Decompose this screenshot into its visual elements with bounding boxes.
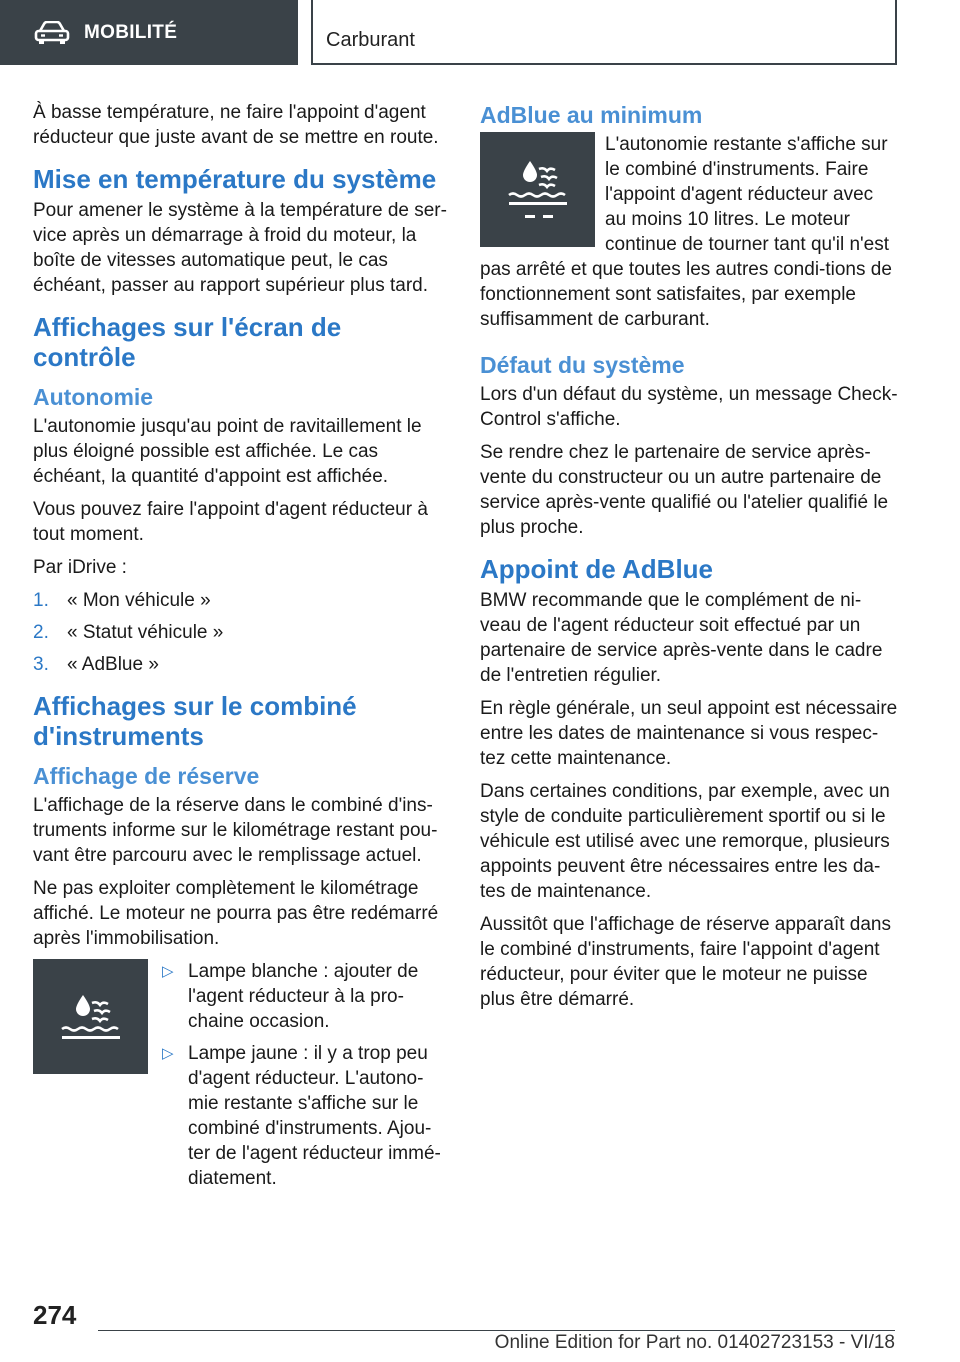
heading-mise-en-temperature: Mise en température du système [33, 164, 437, 194]
idrive-steps [33, 588, 447, 677]
step-number: 2. [33, 622, 49, 643]
paragraph-appoint-1: BMW recommande que le complément de ni-veau de l'agent réducteur soit effectué par un partenaire de service après-vente dans le cadre de l'entretien régulier. [480, 590, 883, 686]
adblue-warning-icon [33, 959, 148, 1074]
paragraph-idrive: Par iDrive : [33, 557, 127, 578]
car-icon [34, 21, 70, 45]
heading-adblue-minimum: AdBlue au minimum [480, 102, 703, 128]
right-column [480, 100, 898, 1020]
chapter-tab [311, 0, 897, 65]
heading-affichages-ecran: Affichages sur l'écran de contrôle [33, 312, 342, 372]
paragraph-defaut-1: Lors d'un défaut du système, un message Check-Control s'affiche. [480, 384, 898, 430]
step-item [33, 588, 447, 613]
paragraph-mise: Pour amener le système à la température de ser-vice après un démarrage à froid du moteur, la boîte de vitesses automatique peut, le cas échéant, passer au rapport supérieur plus tard. [33, 200, 447, 296]
edition-note: Online Edition for Part no. 01402723153 - VI/18 [494, 1332, 895, 1353]
intro-paragraph: À basse température, ne faire l'appoint d'agent réducteur que juste avant de se mettre en route. [33, 102, 439, 148]
paragraph-defaut-2: Se rendre chez le partenaire de service après-vente du constructeur ou un autre partenaire de service après-vente qualifié ou l'atelier qualifié le plus proche. [480, 442, 889, 538]
left-column [33, 100, 447, 1198]
step-number: 3. [33, 654, 49, 675]
list-item [162, 959, 447, 1034]
list-item-text: Lampe blanche : ajouter de l'agent réducteur à la pro-chaine occasion. [188, 961, 419, 1032]
adblue-minimum-icon [480, 132, 595, 247]
step-item [33, 620, 447, 645]
reserve-lamp-list [162, 959, 447, 1198]
paragraph-minimum: L'autonomie restante s'affiche sur le combiné d'instruments. Faire l'appoint d'agent réducteur avec au moins 10 litres. Le moteur continue de tourner tant qu'il n'est pas arrêté et que toutes les autres condi-tions de fonctionnement sont satisfaites, par exemple suffisamment de carburant. [480, 134, 892, 330]
chapter-label: Carburant [326, 29, 415, 51]
step-text: « AdBlue » [67, 654, 159, 675]
step-text: « Statut véhicule » [67, 622, 224, 643]
list-item [162, 1041, 447, 1191]
heading-defaut-systeme: Défaut du système [480, 352, 685, 378]
paragraph-autonomie-1: L'autonomie jusqu'au point de ravitaillement le plus éloigné possible est affichée. Le cas échéant, la quantité d'appoint est affichée. [33, 416, 422, 487]
page-number: 274 [33, 1300, 77, 1330]
triangle-bullet-icon: ▷ [162, 963, 174, 980]
reserve-figure [33, 959, 447, 1198]
paragraph-reserve-1: L'affichage de la réserve dans le combiné d'ins-truments informe sur le kilométrage restant pou-vant être parcouru avec le remplissage actuel. [33, 795, 438, 866]
heading-reserve: Affichage de réserve [33, 763, 260, 789]
step-number: 1. [33, 590, 49, 611]
step-item [33, 652, 447, 677]
footer-divider [98, 1330, 895, 1331]
heading-affichages-combine: Affichages sur le combiné d'instruments [33, 691, 357, 751]
heading-autonomie: Autonomie [33, 384, 154, 410]
section-tab [0, 0, 298, 65]
paragraph-reserve-2: Ne pas exploiter complètement le kilométrage affiché. Le moteur ne pourra pas être redémarré après l'immobilisation. [33, 878, 439, 949]
paragraph-autonomie-2: Vous pouvez faire l'appoint d'agent réducteur à tout moment. [33, 499, 428, 545]
section-label: MOBILITÉ [84, 21, 178, 43]
heading-appoint-adblue: Appoint de AdBlue [480, 554, 714, 584]
paragraph-appoint-4: Aussitôt que l'affichage de réserve apparaît dans le combiné d'instruments, faire l'appoint d'agent réducteur, pour éviter que le moteur ne puisse plus être démarré. [480, 914, 891, 1010]
paragraph-appoint-2: En règle générale, un seul appoint est nécessaire entre les dates de maintenance si vous respec-tez cette maintenance. [480, 698, 898, 769]
list-item-text: Lampe jaune : il y a trop peu d'agent réducteur. L'autono-mie restante s'affiche sur le combiné d'instruments. Ajou-ter de l'agent réducteur immé-diatement. [188, 1043, 441, 1189]
triangle-bullet-icon: ▷ [162, 1045, 174, 1062]
step-text: « Mon véhicule » [67, 590, 211, 611]
paragraph-appoint-3: Dans certaines conditions, par exemple, avec un style de conduite particulièrement sportif ou si le véhicule est utilisé avec une remorque, plusieurs appoints peuvent être nécessaires entre les da-tes de maintenance. [480, 781, 890, 902]
